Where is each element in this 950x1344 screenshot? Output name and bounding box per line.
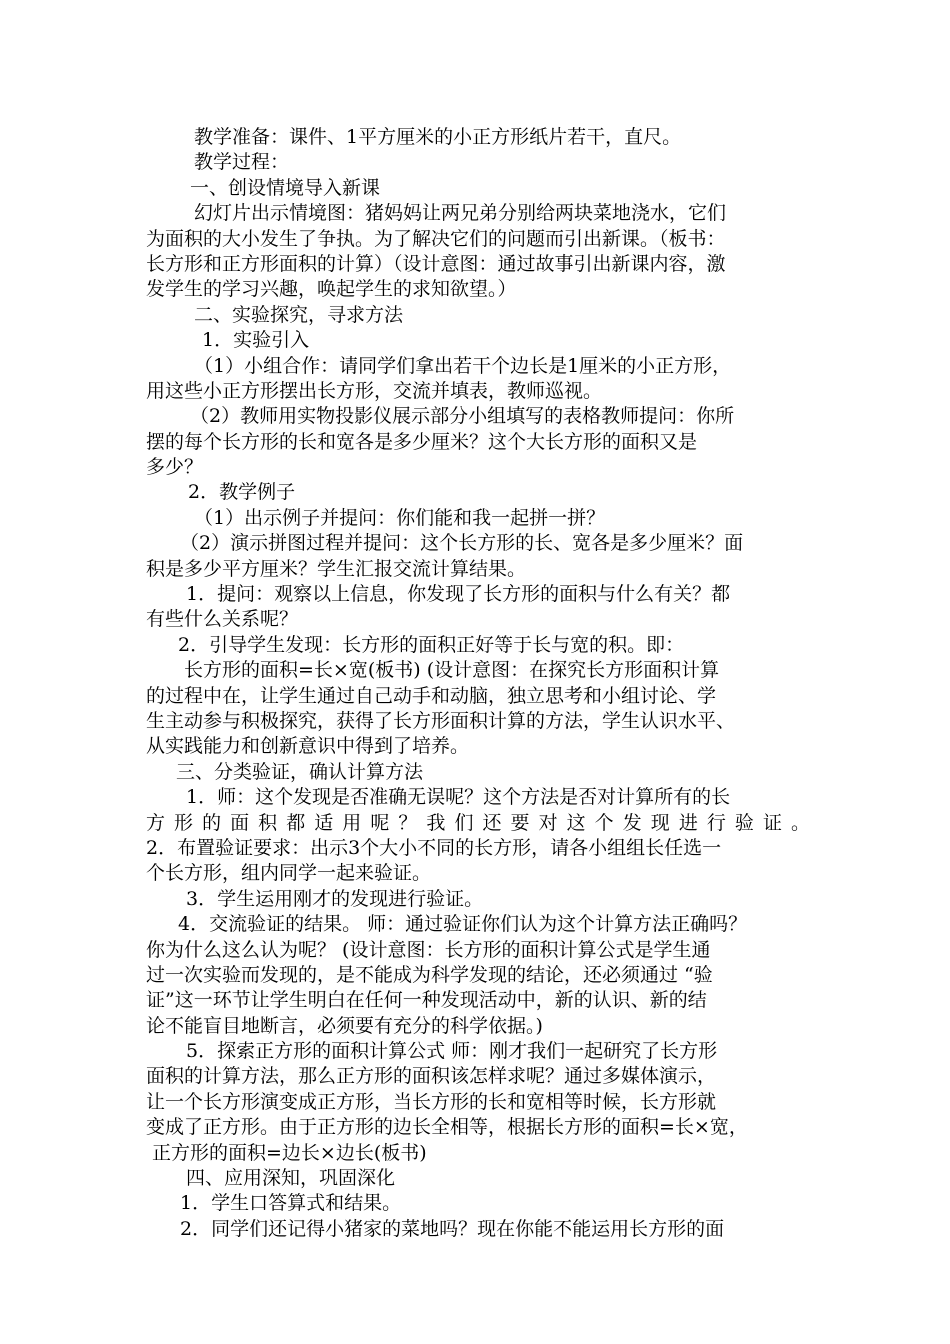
text-line: 长方形和正方形面积的计算）（设计意图：通过故事引出新课内容，激: [146, 252, 726, 275]
text-line: 个长方形，组内同学一起来验证。: [146, 862, 432, 885]
text-line: 发学生的学习兴趣，唤起学生的求知欲望。）: [146, 278, 517, 301]
text-line: 积是多少平方厘米？学生汇报交流计算结果。: [146, 557, 527, 580]
text-line: 1．学生口答算式和结果。: [180, 1192, 402, 1215]
section-heading: 三、分类验证，确认计算方法: [176, 760, 424, 783]
section-heading: 四、应用深知，巩固深化: [186, 1167, 396, 1190]
text-line: （2）演示拼图过程并提问：这个长方形的长、宽各是多少厘米？面: [180, 532, 744, 555]
text-line: 教学过程：: [194, 151, 290, 174]
text-line: 证”这一环节让学生明白在任何一种发现活动中，新的认识、新的结: [146, 989, 707, 1012]
text-line: （2）教师用实物投影仪展示部分小组填写的表格教师提问：你所: [190, 405, 735, 428]
text-line: 过一次实验而发现的，是不能成为科学发现的结论，还必须通过 “验: [146, 963, 713, 986]
text-line: 2．布置验证要求：出示3个大小不同的长方形，请各小组组长任选一: [146, 836, 722, 859]
text-line: 幻灯片出示情境图：猪妈妈让两兄弟分别给两块菜地浇水，它们: [194, 202, 727, 225]
text-line: 方形的面积都适用呢？我们还要对这个发现进行验证。: [146, 811, 810, 834]
text-line: 摆的每个长方形的长和宽各是多少厘米？这个大长方形的面积又是: [146, 430, 698, 453]
text-line: 的过程中在，让学生通过自己动手和动脑，独立思考和小组讨论、学: [146, 684, 717, 707]
formula-line: 正方形的面积=边长×边长(板书): [152, 1141, 427, 1164]
text-line: 2．同学们还记得小猪家的菜地吗？现在你能不能运用长方形的面: [180, 1217, 725, 1240]
subsection-heading: 2．教学例子: [188, 481, 296, 504]
text-line: 多少？: [146, 456, 204, 479]
section-heading: 二、实验探究，寻求方法: [194, 303, 404, 326]
text-line: 论不能盲目地断言，必须要有充分的科学依据。): [146, 1014, 543, 1037]
text-line: 用这些小正方形摆出长方形，交流并填表，教师巡视。: [146, 379, 603, 402]
text-line: 从实践能力和创新意识中得到了培养。: [146, 735, 470, 758]
text-line: （1）小组合作：请同学们拿出若干个边长是1厘米的小正方形，: [194, 354, 732, 377]
text-line: （1）出示例子并提问：你们能和我一起拼一拼？: [194, 506, 606, 529]
text-line: 2．引导学生发现：长方形的面积正好等于长与宽的积。即：: [178, 633, 685, 656]
text-line: 3．学生运用刚才的发现进行验证。: [186, 887, 484, 910]
text-line: 你为什么这么认为呢？ (设计意图：长方形的面积计算公式是学生通: [146, 938, 711, 961]
section-heading: 一、创设情境导入新课: [190, 176, 381, 199]
text-line: 教学准备：课件、1平方厘米的小正方形纸片若干，直尺。: [194, 126, 682, 148]
document-body: [146, 125, 810, 1242]
subsection-heading: 1．实验引入: [202, 329, 310, 352]
text-line: 让一个长方形演变成正方形，当长方形的长和宽相等时候，长方形就: [146, 1090, 717, 1113]
text-line: 为面积的大小发生了争执。为了解决它们的问题而引出新课。（板书：: [146, 227, 726, 250]
text-line: 1．提问：观察以上信息，你发现了长方形的面积与什么有关？都: [186, 583, 731, 606]
text-line: 5．探索正方形的面积计算公式 师：刚才我们一起研究了长方形: [186, 1040, 718, 1063]
text-line: 面积的计算方法，那么正方形的面积该怎样求呢？通过多媒体演示，: [146, 1065, 717, 1088]
text-line: 生主动参与积极探究，获得了长方形面积计算的方法，学生认识水平、: [146, 709, 736, 732]
text-line: 变成了正方形。由于正方形的边长全相等，根据长方形的面积=长×宽，: [146, 1116, 748, 1139]
text-line: 1．师：这个发现是否准确无误呢？这个方法是否对计算所有的长: [186, 786, 731, 809]
text-line: 4．交流验证的结果。 师：通过验证你们认为这个计算方法正确吗？: [178, 913, 748, 936]
formula-line: 长方形的面积=长×宽(板书) (设计意图：在探究长方形面积计算: [184, 659, 720, 682]
text-line: 有些什么关系呢？: [146, 608, 299, 631]
